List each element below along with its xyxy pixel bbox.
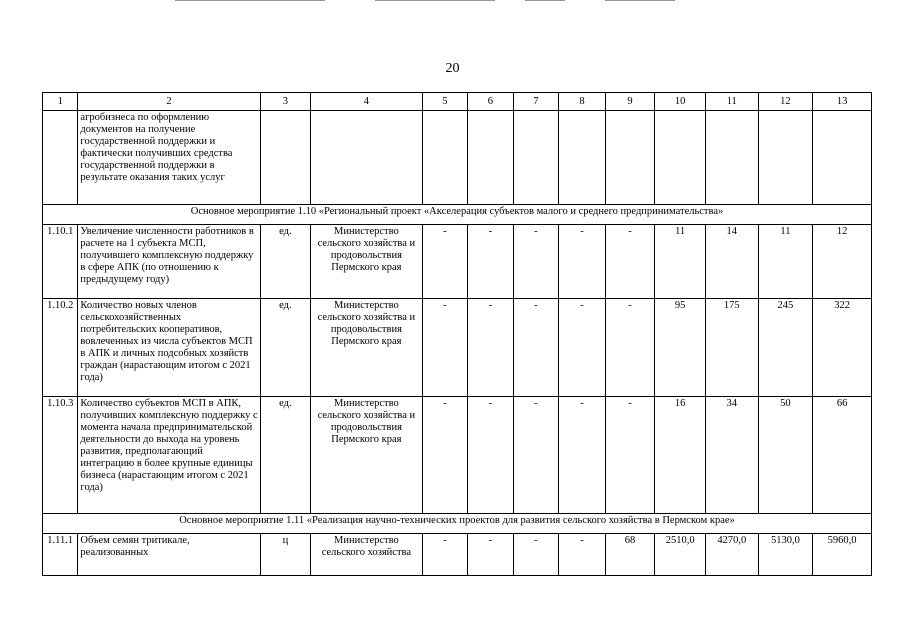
value-cell: 66: [813, 397, 872, 514]
value-cell: 50: [758, 397, 813, 514]
responsible-org: Министерство сельского хозяйства и продовольствия Пермского края: [311, 225, 422, 299]
column-number-row: [43, 93, 872, 111]
table-row: [43, 225, 872, 299]
value-cell: -: [513, 299, 559, 397]
responsible-org: Министерство сельского хозяйства и продовольствия Пермского края: [311, 397, 422, 514]
indicators-table: [42, 92, 872, 576]
value-cell: 175: [705, 299, 758, 397]
value-cell: 68: [605, 534, 655, 576]
value-cell: 11: [758, 225, 813, 299]
section-header: Основное мероприятие 1.11 «Реализация научно-технических проектов для развития сельского хозяйства в Пермском крае»: [43, 514, 872, 534]
indicator-name: Количество новых членов сельскохозяйственных потребительских кооперативов, вовлеченных из числа субъектов МСП в АПК и личных подсобных хозяйств граждан (нарастающим итогом с 2021 года): [78, 299, 260, 397]
column-number: 5: [422, 93, 468, 111]
value-cell: -: [468, 225, 514, 299]
table-row: [43, 397, 872, 514]
value-cell: -: [422, 299, 468, 397]
column-number: 4: [311, 93, 422, 111]
column-number: 11: [705, 93, 758, 111]
row-number: 1.10.2: [43, 299, 78, 397]
value-cell: 322: [813, 299, 872, 397]
value-cell: -: [468, 534, 514, 576]
unit: ц: [260, 534, 311, 576]
row-number: 1.10.3: [43, 397, 78, 514]
value-cell: 2510,0: [655, 534, 706, 576]
column-number: 9: [605, 93, 655, 111]
column-number: 13: [813, 93, 872, 111]
value-cell: -: [513, 397, 559, 514]
value-cell: -: [559, 397, 606, 514]
table-row: [43, 299, 872, 397]
value-cell: -: [422, 225, 468, 299]
indicator-name: Объем семян тритикале, реализованных: [78, 534, 260, 576]
column-number: 6: [468, 93, 514, 111]
column-number: 7: [513, 93, 559, 111]
page-number: 20: [445, 61, 460, 76]
section-header-row: [43, 205, 872, 225]
value-cell: -: [559, 534, 606, 576]
responsible-org: Министерство сельского хозяйства: [311, 534, 422, 576]
responsible-org: Министерство сельского хозяйства и продовольствия Пермского края: [311, 299, 422, 397]
value-cell: -: [422, 397, 468, 514]
indicator-name: Увеличение численности работников в расчете на 1 субъекта МСП, получившего комплексную поддержку в сфере АПК (по отношению к предыдущему году): [78, 225, 260, 299]
value-cell: -: [559, 299, 606, 397]
value-cell: 245: [758, 299, 813, 397]
value-cell: -: [513, 534, 559, 576]
column-number: 2: [78, 93, 260, 111]
value-cell: -: [468, 299, 514, 397]
row-number: 1.10.1: [43, 225, 78, 299]
unit: ед.: [260, 225, 311, 299]
value-cell: 4270,0: [705, 534, 758, 576]
value-cell: 11: [655, 225, 706, 299]
section-header-row: [43, 514, 872, 534]
indicator-name: агробизнеса по оформлению документов на получение государственной поддержки и фактически получивших средства государственной поддержки в результате оказания таких услуг: [78, 111, 260, 205]
table-row-continuation: [43, 111, 872, 205]
table-row: [43, 534, 872, 576]
value-cell: -: [468, 397, 514, 514]
column-number: 3: [260, 93, 311, 111]
value-cell: 14: [705, 225, 758, 299]
column-number: 12: [758, 93, 813, 111]
indicator-name: Количество субъектов МСП в АПК, получивших комплексную поддержку с момента начала предпринимательской деятельности до выхода на уровень развития, предполагающий интеграцию в более крупные единицы бизнеса (нарастающим итогом с 2021 года): [78, 397, 260, 514]
value-cell: -: [605, 299, 655, 397]
unit: ед.: [260, 397, 311, 514]
value-cell: -: [605, 397, 655, 514]
value-cell: 95: [655, 299, 706, 397]
value-cell: 16: [655, 397, 706, 514]
value-cell: -: [605, 225, 655, 299]
value-cell: -: [422, 534, 468, 576]
value-cell: -: [559, 225, 606, 299]
value-cell: 5960,0: [813, 534, 872, 576]
unit: ед.: [260, 299, 311, 397]
column-number: 1: [43, 93, 78, 111]
scan-top-marks: [175, 0, 675, 2]
column-number: 8: [559, 93, 606, 111]
value-cell: 34: [705, 397, 758, 514]
row-number: 1.11.1: [43, 534, 78, 576]
value-cell: 12: [813, 225, 872, 299]
section-header: Основное мероприятие 1.10 «Региональный проект «Акселерация субъектов малого и среднего предпринимательства»: [43, 205, 872, 225]
column-number: 10: [655, 93, 706, 111]
value-cell: -: [513, 225, 559, 299]
value-cell: 5130,0: [758, 534, 813, 576]
